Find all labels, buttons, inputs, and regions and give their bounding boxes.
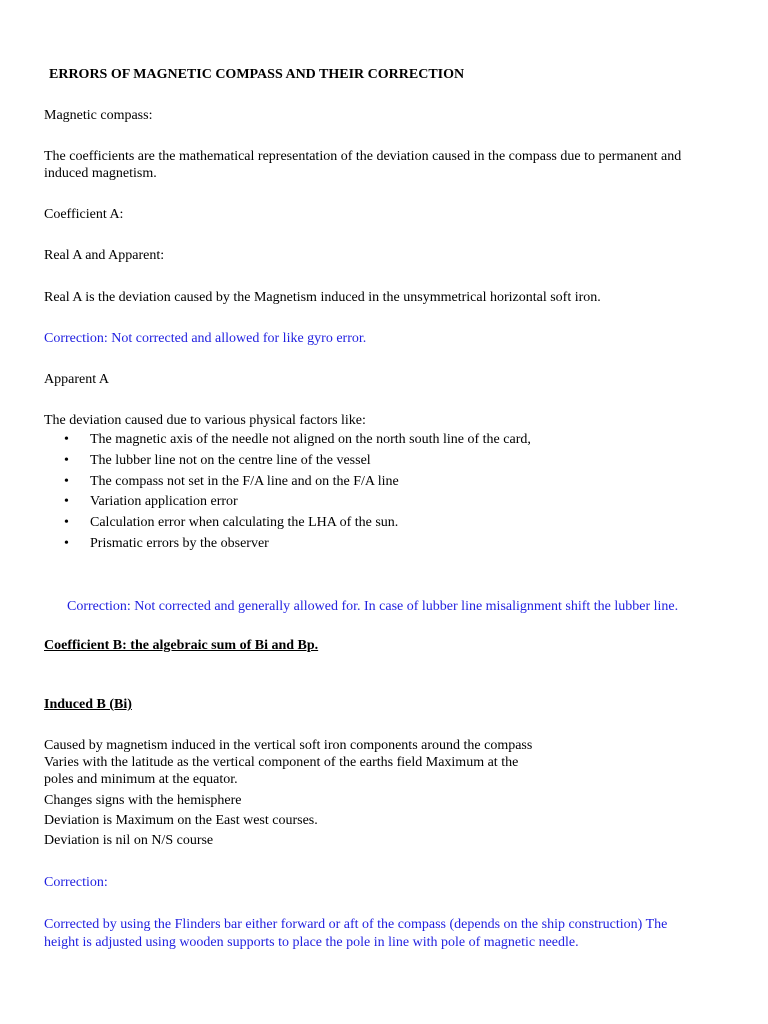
list-item: • Variation application error: [64, 494, 238, 510]
coefficient-a-heading: Coefficient A:: [44, 207, 124, 222]
apparent-a-correction: Correction: Not corrected and generally allowed for. In case of lubber line misalignment shift the lubber line.: [67, 599, 679, 614]
induced-b-heading: Induced B (Bi): [44, 697, 132, 712]
induced-line-4: Changes signs with the hemisphere: [44, 793, 242, 808]
induced-line-6: Deviation is nil on N/S course: [44, 833, 214, 848]
magnetic-compass-heading: Magnetic compass:: [44, 108, 153, 123]
real-a-apparent-heading: Real A and Apparent:: [44, 248, 165, 263]
flinders-bar-line-2: height is adjusted using wooden supports to place the pole in line with pole of magnetic needle.: [44, 935, 579, 950]
induced-line-1: Caused by magnetism induced in the vertical soft iron components around the compass: [44, 738, 533, 753]
induced-line-5: Deviation is Maximum on the East west courses.: [44, 813, 318, 828]
list-item: • Calculation error when calculating the LHA of the sun.: [64, 515, 399, 531]
page-title: ERRORS OF MAGNETIC COMPASS AND THEIR CORRECTION: [49, 67, 465, 82]
real-a-correction: Correction: Not corrected and allowed for like gyro error.: [44, 331, 367, 346]
list-item: • The compass not set in the F/A line and on the F/A line: [64, 473, 399, 489]
list-item: • Prismatic errors by the observer: [64, 535, 269, 551]
bullet-icon: •: [64, 535, 69, 551]
bullet-icon: •: [64, 452, 69, 468]
deviation-intro: The deviation caused due to various physical factors like:: [44, 413, 366, 428]
list-item: • The lubber line not on the centre line of the vessel: [64, 452, 371, 468]
induced-line-2: Varies with the latitude as the vertical component of the earths field Maximum at the: [44, 755, 519, 770]
deviation-factors-list: [64, 431, 531, 556]
bullet-icon: •: [64, 494, 69, 510]
list-item: • The magnetic axis of the needle not aligned on the north south line of the card,: [64, 432, 531, 447]
coefficient-b-heading: Coefficient B: the algebraic sum of Bi and Bp.: [44, 638, 319, 653]
real-a-description: Real A is the deviation caused by the Magnetism induced in the unsymmetrical horizontal soft iron.: [44, 290, 601, 305]
induced-b-correction-label: Correction:: [44, 875, 108, 890]
bullet-icon: •: [64, 473, 69, 489]
bullet-icon: •: [64, 515, 69, 531]
induced-line-3: poles and minimum at the equator.: [44, 772, 238, 787]
coefficients-paragraph-line-2: induced magnetism.: [44, 166, 157, 181]
flinders-bar-line-1: Corrected by using the Flinders bar either forward or aft of the compass (depends on the ship construction) The: [44, 917, 668, 932]
bullet-icon: •: [64, 432, 69, 447]
apparent-a-heading: Apparent A: [44, 372, 109, 387]
coefficients-paragraph-line-1: The coefficients are the mathematical representation of the deviation caused in the compass due to permanent and: [44, 149, 682, 164]
